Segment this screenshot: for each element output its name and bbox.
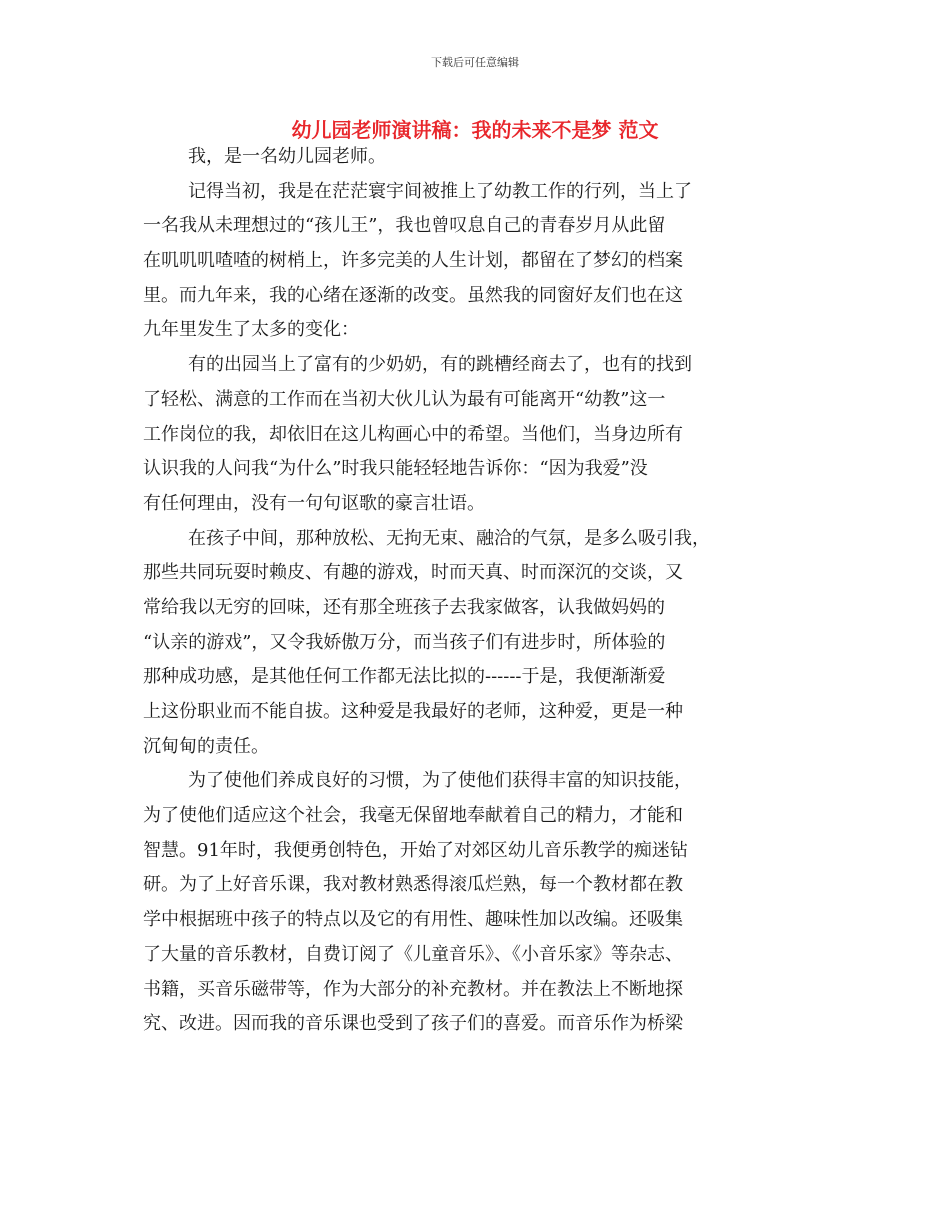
text-line: 一名我从未理想过的“孩儿王”，我也曾叹息自己的青春岁月从此留 — [143, 215, 666, 237]
text-line: 认识我的人问我“为什么”时我只能轻轻地告诉你：“因为我爱”没 — [143, 458, 648, 480]
text-line: 那些共同玩耍时赖皮、有趣的游戏，时而天真、时而深沉的交谈，又 — [143, 562, 683, 584]
document-body — [143, 140, 823, 1042]
text-line: 有任何理由，没有一句句讴歌的豪言壮语。 — [143, 492, 485, 514]
text-line: 上这份职业而不能自拔。这种爱是我最好的老师，这种爱，更是一种 — [143, 701, 683, 722]
document-title: 幼儿园老师演讲稿：我的未来不是梦 范文 — [291, 118, 659, 142]
text-line: 九年里发生了太多的变化： — [143, 319, 359, 341]
text-line: 了大量的音乐教材，自费订阅了《儿童音乐》、《小音乐家》等杂志、 — [143, 943, 683, 965]
text-line: 常给我以无穷的回味，还有那全班孩子去我家做客，认我做妈妈的 — [143, 596, 665, 618]
text-line: “认亲的游戏”，又令我娇傲万分，而当孩子们有进步时，所体验的 — [143, 631, 666, 653]
text-line: 了轻松、满意的工作而在当初大伙儿认为最有可能离开“幼教”这一 — [143, 388, 666, 410]
text-line: 我，是一名幼儿园老师。 — [188, 146, 386, 167]
text-line: 里。而九年来，我的心绪在逐渐的改变。虽然我的同窗好友们也在这 — [143, 284, 683, 306]
text-line: 书籍，买音乐磁带等，作为大部分的补充教材。并在教法上不断地探 — [143, 978, 683, 1000]
text-line: 在叽叽叽喳喳的树梢上，许多完美的人生计划，都留在了梦幻的档案 — [143, 250, 683, 272]
text-line: 沉甸甸的责任。 — [143, 735, 269, 757]
text-line: 有的出园当上了富有的少奶奶，有的跳槽经商去了，也有的找到 — [188, 354, 692, 376]
text-line: 在孩子中间，那种放松、无拘无束、融洽的气氛，是多么吸引我， — [188, 527, 710, 549]
text-line: 学中根据班中孩子的特点以及它的有用性、趣味性加以改编。还吸集 — [143, 909, 683, 931]
text-line: 智慧。91年时，我便勇创特色，开始了对郊区幼儿音乐教学的痴迷钻 — [143, 839, 688, 861]
text-line: 为了使他们适应这个社会，我毫无保留地奉献着自己的精力，才能和 — [143, 805, 683, 827]
text-line: 记得当初，我是在茫茫寰宇间被推上了幼教工作的行列，当上了 — [188, 180, 692, 202]
text-line: 为了使他们养成良好的习惯，为了使他们获得丰富的知识技能， — [188, 770, 692, 792]
text-line: 那种成功感，是其他任何工作都无法比拟的------于是，我便渐渐爱 — [143, 666, 666, 688]
text-line: 究、改进。因而我的音乐课也受到了孩子们的喜爱。而音乐作为桥梁 — [143, 1013, 683, 1035]
header-note: 下载后可任意编辑 — [431, 56, 519, 69]
text-line: 研。为了上好音乐课，我对教材熟悉得滚瓜烂熟，每一个教材都在教 — [143, 874, 683, 896]
text-line: 工作岗位的我，却依旧在这儿构画心中的希望。当他们，当身边所有 — [143, 423, 683, 445]
